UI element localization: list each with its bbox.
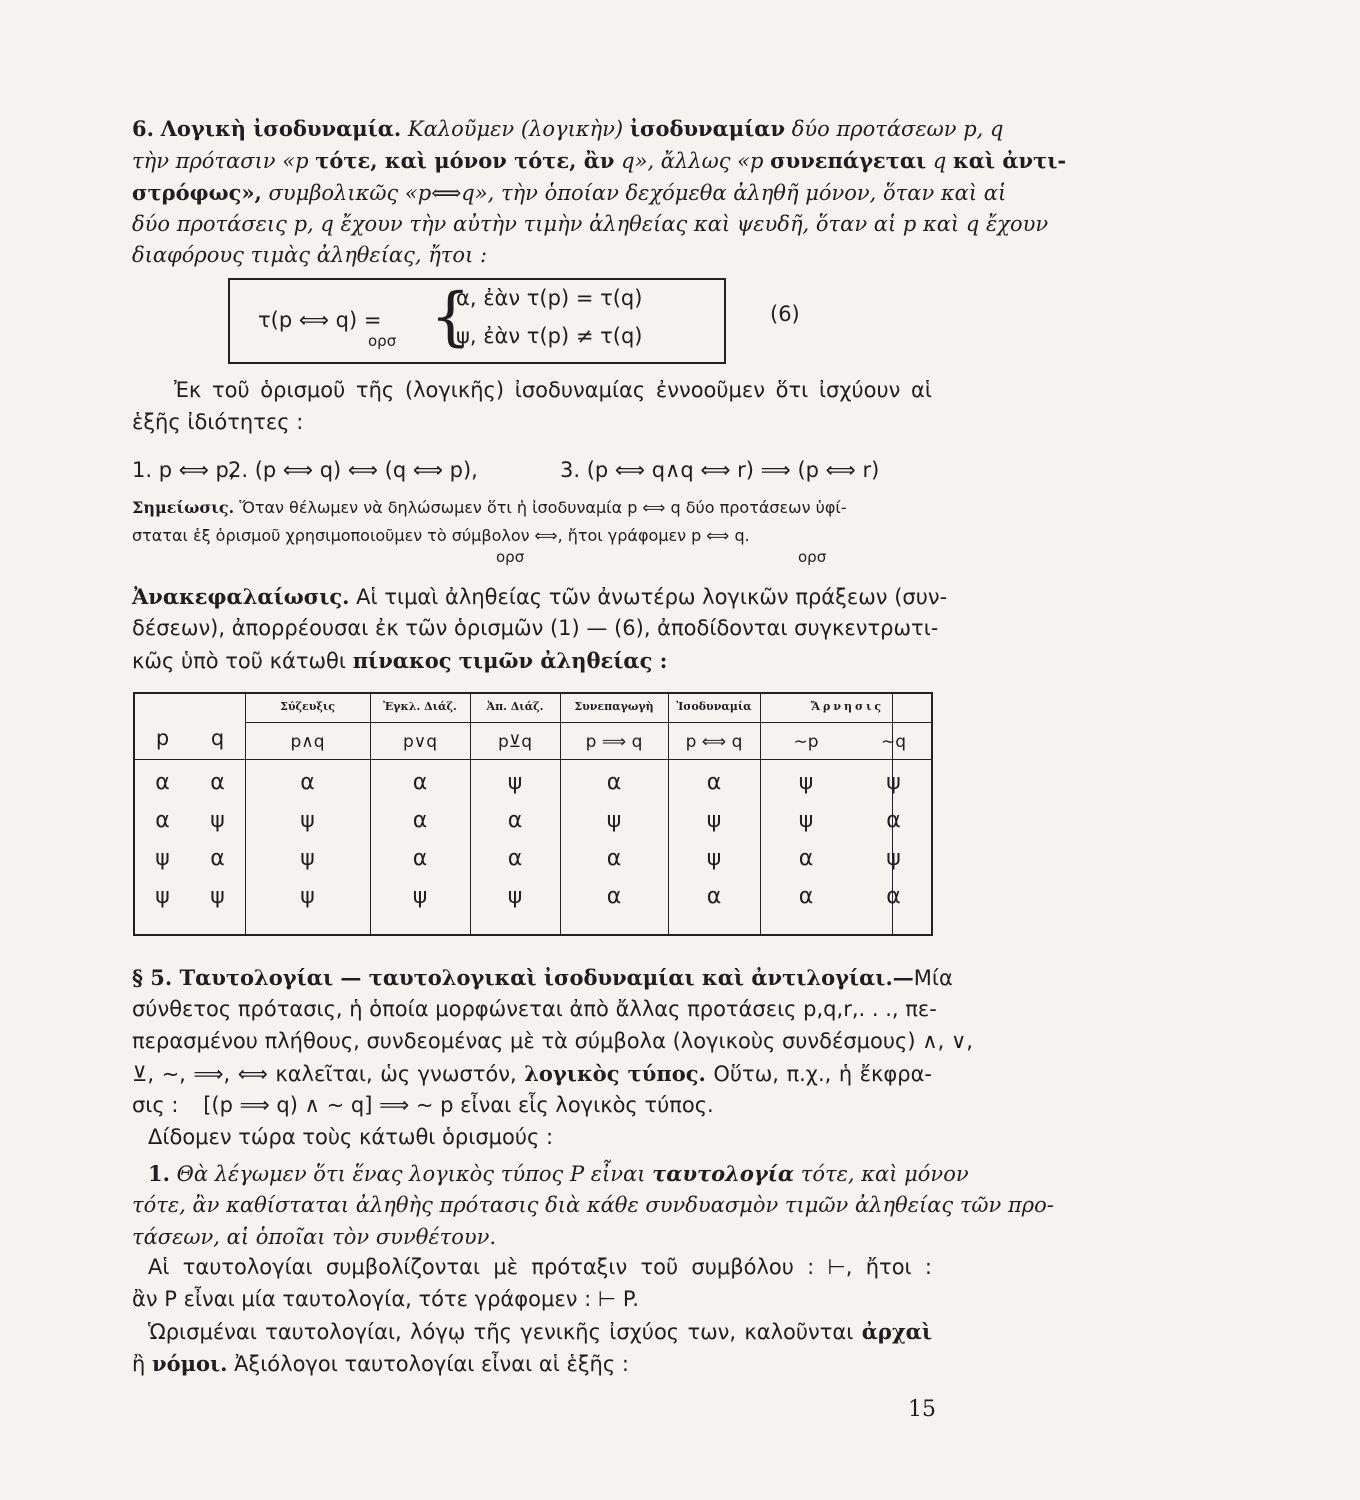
table-cell: ψ — [155, 884, 170, 909]
equivalence-definition-box — [228, 278, 726, 364]
table-cell: ψ — [798, 808, 814, 833]
table-cell: ψ — [155, 846, 170, 871]
column-p-xor-q: p⊻q — [497, 732, 533, 752]
header-negation: Ἄρνησις — [810, 700, 885, 713]
table-cell: α — [412, 846, 428, 871]
tautology-line-4: ἢ νόμοι. Ἀξιόλογοι ταυτολογίαι εἶναι αἱ ἑξῆς : — [132, 1351, 629, 1376]
table-cell: ψ — [798, 770, 814, 795]
table-cell: α — [886, 808, 901, 833]
definition-1-line-2: τότε, ἂν καθίσταται ἀληθὴς πρότασις διὰ κάθε συνδυασμὸν τιμῶν ἀληθείας τῶν προ- — [132, 1193, 1054, 1217]
table-cell: α — [706, 884, 722, 909]
table-cell: α — [210, 770, 225, 795]
property-1: 1. p ⟺ p, — [132, 458, 236, 482]
definition-1-line-3: τάσεων, αἱ ὁποῖαι τὸν συνθέτουν. — [132, 1225, 497, 1249]
sec5-line-5: σις : [(p ⟹ q) ∧ ∼ q] ⟹ ∼ p εἶναι εἷς λογικὸς τύπος. — [132, 1093, 714, 1117]
sec5-line-4: ⊻, ∼, ⟹, ⟺ καλεῖται, ὡς γνωστόν, λογικὸς τύπος. Οὕτω, π.χ., ἡ ἔκφρα- — [132, 1061, 932, 1086]
note-line-2: σταται ἐξ ὁρισμοῦ χρησιμοποιοῦμεν τὸ σύμβολον ⟺, ἤτοι γράφομεν p ⟺ q. — [132, 526, 750, 545]
column-p-and-q: p∧q — [290, 732, 325, 752]
column-p: p — [155, 726, 170, 750]
recap-line-1: Ἀνακεφαλαίωσις. Αἱ τιμαὶ ἀληθείας τῶν ἀνωτέρω λογικῶν πράξεων (συν- — [132, 584, 948, 609]
header-conjunction: Σύζευξις — [280, 700, 335, 713]
sec6-line-3: στρόφως», συμβολικῶς «p⟺q», τὴν ὁποίαν δεχόμεθα ἀληθῆ μόνον, ὅταν καὶ αἱ — [132, 180, 1007, 205]
table-cell: α — [412, 770, 428, 795]
sec5-title-line: § 5. Ταυτολογίαι — ταυτολογικαὶ ἰσοδυναμίαι καὶ ἀντιλογίαι.—Μία — [132, 965, 953, 990]
table-cell: ψ — [300, 846, 315, 871]
table-cell: α — [606, 884, 622, 909]
note-sub-2: ορσ — [798, 548, 827, 566]
table-cell: α — [155, 808, 170, 833]
table-cell: ψ — [300, 884, 315, 909]
table-cell: α — [412, 808, 428, 833]
sec5-line-3: περασμένου πλήθους, συνδεομένας μὲ τὰ σύμβολα (λογικοὺς συνδέσμους) ∧, ∨, — [132, 1029, 973, 1053]
formula-case-1: α, ἐὰν τ(p) = τ(q) — [456, 286, 643, 310]
table-cell: α — [300, 770, 315, 795]
table-cell: α — [706, 770, 722, 795]
table-cell: ψ — [886, 846, 901, 871]
column-p-implies-q: p ⟹ q — [585, 732, 643, 752]
note-sub-1: ορσ — [496, 548, 525, 566]
column-not-q: ∼q — [880, 732, 907, 752]
table-cell: α — [606, 770, 622, 795]
table-cell: ψ — [886, 770, 901, 795]
definition-1-line-1: 1. Θὰ λέγωμεν ὅτι ἕνας λογικὸς τύπος P εἶναι ταυτολογία τότε, καὶ μόνον — [148, 1161, 969, 1186]
tautology-line-1: Αἱ ταυτολογίαι συμβολίζονται μὲ πρόταξιν τοῦ συμβόλου : ⊢, ἤτοι : — [148, 1255, 932, 1279]
table-cell: ψ — [706, 846, 722, 871]
table-cell: ψ — [210, 884, 225, 909]
header-inclusive-disjunction: Ἐγκλ. Διάζ. — [383, 700, 457, 713]
column-q: q — [210, 726, 225, 750]
table-cell: ψ — [210, 808, 225, 833]
table-cell: α — [606, 846, 622, 871]
tautology-line-2: ἂν P εἶναι μία ταυτολογία, τότε γράφομεν : ⊢ P. — [132, 1287, 639, 1311]
sec5-line-6: Δίδομεν τώρα τοὺς κάτωθι ὁρισμούς : — [148, 1125, 554, 1149]
note-line-1: Σημείωσις. Ὅταν θέλωμεν νὰ δηλώσωμεν ὅτι ἡ ἰσοδυναμία p ⟺ q δύο προτάσεων ὑφί- — [132, 498, 847, 517]
sec6-line-2: τὴν πρότασιν «p τότε, καὶ μόνον τότε, ἂν q», ἄλλως «p συνεπάγεται q καὶ ἀντι- — [132, 148, 1067, 173]
column-not-p: ∼p — [793, 732, 819, 752]
recap-line-2: δέσεων), ἀπορρέουσαι ἐκ τῶν ὁρισμῶν (1) — (6), ἀποδίδονται συγκεντρωτι- — [132, 616, 939, 640]
table-cell: α — [886, 884, 901, 909]
header-equivalence: Ἰσοδυναμία — [676, 700, 752, 713]
sec6-line-5: διαφόρους τιμὰς ἀληθείας, ἤτοι : — [132, 243, 488, 267]
formula-brace: { — [430, 280, 471, 354]
table-cell: ψ — [300, 808, 315, 833]
table-cell: α — [155, 770, 170, 795]
table-cell: α — [798, 846, 814, 871]
sec6-line-1: 6. Λογικὴ ἰσοδυναμία. Καλοῦμεν (λογικὴν) ἰσοδυναμίαν δύο προτάσεων p, q — [132, 116, 1004, 141]
column-p-or-q: p∨q — [402, 732, 438, 752]
table-cell: α — [210, 846, 225, 871]
table-cell: ψ — [706, 808, 722, 833]
table-cell: ψ — [606, 808, 622, 833]
formula-def-sub: ορσ — [368, 332, 397, 350]
sec5-line-2: σύνθετος πρότασις, ἡ ὁποία μορφώνεται ἀπὸ ἄλλας προτάσεις p,q,r,. . ., πε- — [132, 997, 937, 1021]
table-cell: ψ — [507, 884, 523, 909]
formula-lhs: τ(p ⟺ q) = — [258, 308, 382, 332]
recap-line-3: κῶς ὑπὸ τοῦ κάτωθι πίνακος τιμῶν ἀληθείας : — [132, 648, 668, 673]
table-cell: α — [507, 808, 523, 833]
truth-table — [133, 692, 933, 936]
table-cell: α — [507, 846, 523, 871]
table-cell: ψ — [507, 770, 523, 795]
tautology-line-3: Ὡρισμέναι ταυτολογίαι, λόγῳ τῆς γενικῆς ἰσχύος των, καλοῦνται ἀρχαὶ — [148, 1319, 932, 1344]
props-line-2: ἑξῆς ἰδιότητες : — [132, 410, 304, 434]
header-exclusive-disjunction: Ἀπ. Διάζ. — [486, 700, 544, 713]
props-line-1: Ἐκ τοῦ ὁρισμοῦ τῆς (λογικῆς) ἰσοδυναμίας ἐννοοῦμεν ὅτι ἰσχύουν αἱ — [174, 378, 932, 402]
formula-number: (6) — [770, 302, 800, 326]
table-cell: α — [798, 884, 814, 909]
column-p-equiv-q: p ⟺ q — [685, 732, 743, 752]
sec6-line-4: δύο προτάσεις p, q ἔχουν τὴν αὐτὴν τιμὴν ἀληθείας καὶ ψευδῆ, ὅταν αἱ p καὶ q ἔχουν — [132, 212, 1049, 236]
page-number: 15 — [908, 1397, 936, 1422]
property-3: 3. (p ⟺ q∧q ⟺ r) ⟹ (p ⟺ r) — [560, 458, 880, 482]
header-implication: Συνεπαγωγὴ — [574, 700, 654, 713]
property-2: 2. (p ⟺ q) ⟺ (q ⟺ p), — [228, 458, 478, 482]
table-cell: ψ — [412, 884, 428, 909]
formula-case-2: ψ, ἐὰν τ(p) ≠ τ(q) — [456, 324, 643, 348]
